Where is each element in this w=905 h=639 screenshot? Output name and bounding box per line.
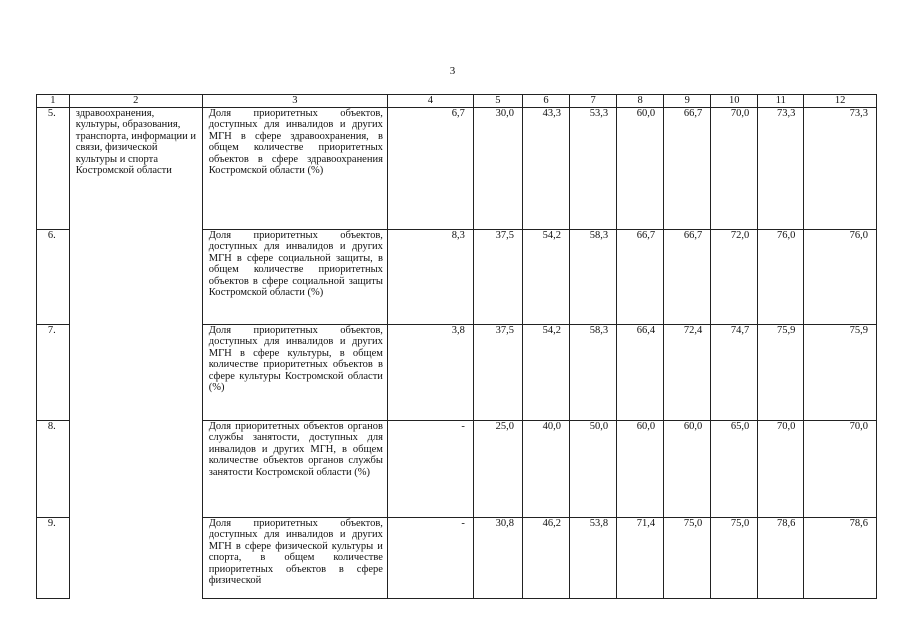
page-number: 3 bbox=[449, 65, 456, 77]
value-cell: 73,3 bbox=[804, 108, 877, 230]
value-cell: 73,3 bbox=[758, 108, 804, 230]
header-cell-7: 7 bbox=[570, 95, 617, 108]
value-cell: 40,0 bbox=[522, 421, 569, 518]
value-cell: 75,0 bbox=[711, 518, 758, 599]
header-cell-9: 9 bbox=[664, 95, 711, 108]
indicator-description: Доля приоритетных объектов, доступных для инвалидов и других МГН в сфере социальной защиты, в общем количестве приоритетных объектов в сфере социальной защиты Костромской области (%) bbox=[202, 230, 387, 325]
header-cell-8: 8 bbox=[617, 95, 664, 108]
value-cell: 66,7 bbox=[664, 108, 711, 230]
value-cell: 58,3 bbox=[570, 230, 617, 325]
value-cell: 37,5 bbox=[473, 325, 522, 421]
header-cell-4: 4 bbox=[387, 95, 473, 108]
category-cell-continued bbox=[69, 518, 202, 599]
value-cell: 54,2 bbox=[522, 325, 569, 421]
value-cell: 75,0 bbox=[664, 518, 711, 599]
header-cell-11: 11 bbox=[758, 95, 804, 108]
indicator-description-cell bbox=[202, 518, 387, 599]
value-cell: 70,0 bbox=[804, 421, 877, 518]
value-cell: - bbox=[387, 518, 473, 599]
value-cell: 37,5 bbox=[473, 230, 522, 325]
value-cell: 60,0 bbox=[617, 108, 664, 230]
row-number: 7. bbox=[37, 325, 70, 421]
value-cell: 60,0 bbox=[617, 421, 664, 518]
header-cell-12: 12 bbox=[804, 95, 877, 108]
value-cell: 46,2 bbox=[522, 518, 569, 599]
value-cell: 70,0 bbox=[758, 421, 804, 518]
table-row bbox=[37, 108, 877, 230]
value-cell: 76,0 bbox=[758, 230, 804, 325]
value-cell: 53,8 bbox=[570, 518, 617, 599]
value-cell: 6,7 bbox=[387, 108, 473, 230]
value-cell: 66,4 bbox=[617, 325, 664, 421]
value-cell: 74,7 bbox=[711, 325, 758, 421]
value-cell: 66,7 bbox=[617, 230, 664, 325]
value-cell: 65,0 bbox=[711, 421, 758, 518]
value-cell: 72,4 bbox=[664, 325, 711, 421]
value-cell: 25,0 bbox=[473, 421, 522, 518]
value-cell: 30,0 bbox=[473, 108, 522, 230]
category-cell: здравоохранения, культуры, образования, транспорта, информации и связи, физической культуры и спорта Костромской области bbox=[69, 108, 202, 230]
header-cell-1: 1 bbox=[37, 95, 70, 108]
row-number: 9. bbox=[37, 518, 70, 599]
indicator-description: Доля приоритетных объектов, доступных для инвалидов и других МГН в сфере здравоохранения, в общем количестве приоритетных объектов в сфере здравоохранения Костромской области (%) bbox=[202, 108, 387, 230]
indicator-description: Доля приоритетных объектов, доступных для инвалидов и других МГН в сфере культуры, в общем количестве приоритетных объектов в сфере культуры Костромской области (%) bbox=[202, 325, 387, 421]
category-cell-continued bbox=[69, 230, 202, 325]
value-cell: 78,6 bbox=[804, 518, 877, 599]
value-cell: 75,9 bbox=[804, 325, 877, 421]
value-cell: - bbox=[387, 421, 473, 518]
header-cell-3: 3 bbox=[202, 95, 387, 108]
value-cell: 75,9 bbox=[758, 325, 804, 421]
indicator-description: Доля приоритетных объектов, доступных для инвалидов и других МГН в сфере физической культуры и спорта, в общем количестве приоритетных объектов в сфере физической bbox=[208, 518, 383, 587]
table-row bbox=[37, 421, 877, 518]
value-cell: 43,3 bbox=[522, 108, 569, 230]
header-cell-2: 2 bbox=[69, 95, 202, 108]
value-cell: 60,0 bbox=[664, 421, 711, 518]
value-cell: 72,0 bbox=[711, 230, 758, 325]
value-cell: 76,0 bbox=[804, 230, 877, 325]
indicators-table bbox=[36, 94, 877, 599]
row-number: 5. bbox=[37, 108, 70, 230]
table-row bbox=[37, 325, 877, 421]
row-number: 8. bbox=[37, 421, 70, 518]
value-cell: 50,0 bbox=[570, 421, 617, 518]
row-number: 6. bbox=[37, 230, 70, 325]
value-cell: 53,3 bbox=[570, 108, 617, 230]
value-cell: 66,7 bbox=[664, 230, 711, 325]
category-cell-continued bbox=[69, 421, 202, 518]
header-cell-6: 6 bbox=[522, 95, 569, 108]
value-cell: 71,4 bbox=[617, 518, 664, 599]
category-cell-continued bbox=[69, 325, 202, 421]
value-cell: 78,6 bbox=[758, 518, 804, 599]
value-cell: 58,3 bbox=[570, 325, 617, 421]
header-row bbox=[37, 95, 877, 108]
indicator-description: Доля приоритетных объектов органов службы занятости, доступных для инвалидов и других МГН, в общем количестве объектов органов службы занятости Костромской области (%) bbox=[202, 421, 387, 518]
header-cell-5: 5 bbox=[473, 95, 522, 108]
value-cell: 30,8 bbox=[473, 518, 522, 599]
value-cell: 3,8 bbox=[387, 325, 473, 421]
table-row bbox=[37, 518, 877, 599]
value-cell: 54,2 bbox=[522, 230, 569, 325]
table-row bbox=[37, 230, 877, 325]
value-cell: 8,3 bbox=[387, 230, 473, 325]
header-cell-10: 10 bbox=[711, 95, 758, 108]
value-cell: 70,0 bbox=[711, 108, 758, 230]
